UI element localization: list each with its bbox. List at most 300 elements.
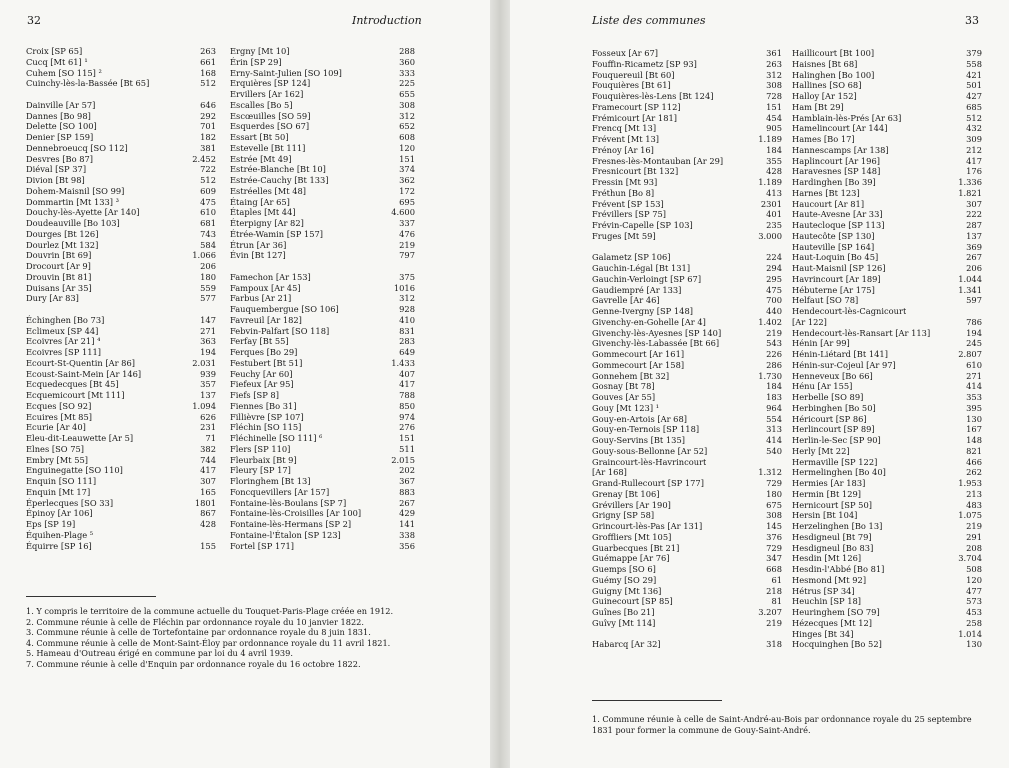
population-value: 652 bbox=[399, 121, 415, 132]
commune-name: Gauchin-Verloingt [SP 67] bbox=[592, 273, 702, 284]
commune-name: Frénoy [Ar 16] bbox=[592, 144, 654, 155]
commune-entry bbox=[230, 197, 415, 208]
population-value: 245 bbox=[966, 338, 982, 349]
population-value: 608 bbox=[399, 132, 415, 142]
commune-entry bbox=[26, 433, 216, 444]
commune-entry bbox=[26, 68, 216, 79]
population-value: 427 bbox=[966, 91, 982, 101]
commune-name: Enquin [SO 111] bbox=[26, 476, 97, 486]
commune-entry bbox=[230, 347, 415, 358]
commune-name: Frévin-Capelle [SP 103] bbox=[592, 220, 693, 230]
population-value: 722 bbox=[200, 164, 216, 175]
commune-entry bbox=[230, 369, 415, 380]
commune-name: Gavrelle [Ar 46] bbox=[592, 295, 660, 306]
population-value bbox=[778, 457, 782, 468]
commune-entry bbox=[26, 476, 216, 487]
commune-entry bbox=[792, 639, 982, 650]
commune-entry bbox=[592, 596, 782, 607]
population-value: 597 bbox=[966, 295, 982, 306]
population-value: 176 bbox=[966, 166, 982, 177]
population-value: 219 bbox=[766, 327, 782, 338]
commune-name: Drocourt [Ar 9] bbox=[26, 261, 91, 271]
commune-name: Delette [SO 100] bbox=[26, 121, 97, 132]
population-value: 313 bbox=[766, 424, 782, 435]
population-value: 905 bbox=[766, 123, 782, 134]
population-value: 147 bbox=[200, 314, 216, 325]
population-value: 2.015 bbox=[391, 454, 415, 465]
population-value bbox=[978, 306, 982, 317]
commune-name: Fiefeux [Ar 95] bbox=[230, 379, 294, 390]
commune-name: Febvin-Palfart [SO 118] bbox=[230, 325, 330, 336]
commune-name: Hénin-sur-Cojeul [Ar 97] bbox=[792, 359, 896, 370]
commune-entry bbox=[26, 336, 216, 347]
commune-name: Fleurbaix [Bt 9] bbox=[230, 454, 297, 465]
population-value: 307 bbox=[200, 476, 216, 486]
commune-name: Hesdin [Mt 126] bbox=[792, 553, 862, 564]
commune-entry bbox=[792, 338, 982, 349]
commune-name: Hénu [Ar 155] bbox=[792, 381, 853, 392]
population-value: 573 bbox=[966, 596, 982, 607]
commune-entry bbox=[592, 575, 782, 586]
population-value: 1.821 bbox=[958, 187, 982, 198]
population-value: 208 bbox=[966, 542, 982, 553]
commune-entry bbox=[230, 46, 415, 57]
population-value: 610 bbox=[966, 359, 982, 370]
commune-name: Floringhem [Bt 13] bbox=[230, 476, 311, 486]
commune-entry bbox=[230, 111, 415, 122]
population-value: 356 bbox=[399, 540, 415, 551]
population-value: 540 bbox=[766, 445, 782, 456]
commune-name: Hallines [SO 68] bbox=[792, 80, 862, 91]
commune-entry bbox=[230, 143, 415, 154]
commune-name: Guémappe [Ar 76] bbox=[592, 553, 670, 564]
population-value: 831 bbox=[399, 325, 415, 336]
population-value: 219 bbox=[766, 617, 782, 628]
commune-entry bbox=[26, 530, 216, 541]
commune-name: Gauchin-Légal [Bt 131] bbox=[592, 263, 691, 273]
commune-entry bbox=[26, 315, 216, 326]
commune-entry bbox=[26, 164, 216, 175]
commune-entry bbox=[592, 102, 782, 113]
population-value: 202 bbox=[399, 465, 415, 476]
commune-name: Henneveux [Bo 66] bbox=[792, 370, 873, 381]
commune-name: Graincourt-lès-Havrincourt bbox=[592, 456, 707, 467]
commune-entry bbox=[26, 498, 216, 509]
commune-name: Habarcq [Ar 32] bbox=[592, 639, 661, 650]
population-value: 182 bbox=[200, 132, 216, 142]
right-page bbox=[510, 0, 1009, 768]
commune-name: Haisnes [Bt 68] bbox=[792, 58, 858, 69]
commune-name: Herbelle [SO 89] bbox=[792, 392, 864, 402]
commune-entry bbox=[792, 403, 982, 414]
population-value: 337 bbox=[399, 218, 415, 228]
commune-entry bbox=[792, 371, 982, 382]
commune-name: Évin [Bt 127] bbox=[230, 250, 286, 261]
commune-entry bbox=[792, 328, 982, 339]
commune-name: Équirre [SP 16] bbox=[26, 540, 92, 551]
commune-name: Gouy [Mt 123] ¹ bbox=[592, 402, 660, 413]
population-value: 417 bbox=[966, 155, 982, 166]
population-value: 939 bbox=[200, 368, 216, 379]
population-value: 1.066 bbox=[192, 250, 216, 261]
population-value: 1.189 bbox=[758, 134, 782, 144]
commune-entry bbox=[792, 188, 982, 199]
population-value: 610 bbox=[200, 207, 216, 218]
commune-entry bbox=[592, 586, 782, 597]
commune-entry bbox=[592, 607, 782, 618]
commune-name: Grigny [SP 58] bbox=[592, 510, 655, 521]
population-value: 475 bbox=[766, 284, 782, 295]
population-value: 401 bbox=[766, 209, 782, 220]
commune-name: Étrun [Ar 36] bbox=[230, 239, 287, 250]
list-gap bbox=[592, 629, 782, 640]
commune-entry bbox=[592, 457, 782, 468]
commune-name: Heuringhem [SO 79] bbox=[792, 607, 880, 617]
population-value: 307 bbox=[966, 198, 982, 209]
commune-name: Hautecôte [SP 130] bbox=[792, 230, 875, 241]
population-value: 477 bbox=[966, 585, 982, 596]
population-value: 1.075 bbox=[958, 510, 982, 521]
commune-name: Hermaville [SP 122] bbox=[792, 456, 878, 467]
commune-name: Gosnay [Bt 78] bbox=[592, 381, 655, 392]
commune-name: Ferques [Bo 29] bbox=[230, 347, 298, 357]
population-value: 2301 bbox=[760, 198, 782, 209]
population-value: 295 bbox=[766, 273, 782, 284]
commune-name: Dourlez [Mt 132] bbox=[26, 239, 99, 250]
commune-entry bbox=[26, 154, 216, 165]
population-value: 218 bbox=[766, 585, 782, 596]
commune-name: Échinghen [Bo 73] bbox=[26, 314, 105, 325]
commune-entry bbox=[592, 145, 782, 156]
commune-entry bbox=[230, 207, 415, 218]
population-value: 180 bbox=[200, 271, 216, 282]
population-value: 61 bbox=[771, 574, 782, 585]
commune-name: Hauteville [SP 164] bbox=[792, 241, 875, 252]
commune-name: Enquin [Mt 17] bbox=[26, 486, 91, 497]
commune-entry bbox=[26, 272, 216, 283]
commune-name: Ecurie [Ar 40] bbox=[26, 422, 86, 433]
commune-entry bbox=[792, 59, 982, 70]
commune-name: Givenchy-en-Gohelle [Ar 4] bbox=[592, 316, 706, 327]
population-value: 235 bbox=[766, 220, 782, 230]
commune-entry bbox=[230, 422, 415, 433]
population-value: 369 bbox=[966, 241, 982, 252]
commune-name: Fouquières-lès-Lens [Bt 124] bbox=[592, 91, 714, 101]
commune-name: Dainville [Ar 57] bbox=[26, 99, 96, 110]
population-value: 1016 bbox=[393, 282, 415, 293]
commune-name: Ergny [Mt 10] bbox=[230, 46, 290, 56]
left-footnotes bbox=[26, 606, 416, 670]
commune-entry bbox=[592, 553, 782, 564]
commune-name: Hézecques [Mt 12] bbox=[792, 617, 873, 628]
commune-name: Enguinegatte [SO 110] bbox=[26, 465, 123, 476]
commune-entry bbox=[26, 347, 216, 358]
commune-name: Étaing [Ar 65] bbox=[230, 196, 290, 207]
commune-entry bbox=[792, 521, 982, 532]
commune-name: Drouvin [Bt 81] bbox=[26, 271, 92, 282]
commune-entry bbox=[592, 91, 782, 102]
commune-entry bbox=[592, 467, 782, 478]
population-value: 151 bbox=[399, 433, 415, 443]
commune-entry bbox=[592, 220, 782, 231]
commune-entry bbox=[792, 145, 982, 156]
commune-name: Haillicourt [Bt 100] bbox=[792, 48, 875, 58]
commune-name: Ecourt-St-Quentin [Ar 86] bbox=[26, 357, 135, 368]
population-value: 577 bbox=[200, 293, 216, 304]
population-value: 1.014 bbox=[958, 628, 982, 639]
commune-name: Hesdin-l'Abbé [Bo 81] bbox=[792, 564, 885, 574]
commune-entry bbox=[792, 317, 982, 328]
population-value: 374 bbox=[399, 164, 415, 175]
commune-name: Duisans [Ar 35] bbox=[26, 282, 92, 293]
commune-entry bbox=[26, 121, 216, 132]
commune-entry bbox=[230, 358, 415, 369]
commune-name: Cuhem [SO 115] ² bbox=[26, 67, 102, 78]
population-value: 797 bbox=[399, 250, 415, 261]
commune-entry bbox=[592, 188, 782, 199]
commune-entry bbox=[792, 489, 982, 500]
commune-entry bbox=[592, 500, 782, 511]
commune-entry bbox=[792, 424, 982, 435]
population-value: 661 bbox=[200, 56, 216, 67]
population-value: 151 bbox=[399, 153, 415, 164]
commune-name: Framecourt [SP 112] bbox=[592, 101, 681, 112]
population-value: 267 bbox=[399, 497, 415, 508]
commune-entry bbox=[230, 57, 415, 68]
population-value: 786 bbox=[966, 316, 982, 327]
commune-name: Hardinghen [Bo 39] bbox=[792, 177, 876, 187]
right-column-1 bbox=[592, 48, 782, 650]
footnote: 4. Commune réunie à celle de Mont-Saint-Éloy par ordonnance royale du 11 avril 1821. bbox=[26, 637, 391, 648]
commune-entry bbox=[792, 596, 982, 607]
commune-name: Cuinchy-lès-la-Bassée [Bt 65] bbox=[26, 78, 150, 89]
commune-entry bbox=[592, 478, 782, 489]
population-value: 130 bbox=[966, 639, 982, 650]
commune-name: Fontaine-lès-Hermans [SP 2] bbox=[230, 519, 352, 529]
commune-name: Fleury [SP 17] bbox=[230, 465, 291, 476]
commune-name: Hannescamps [Ar 138] bbox=[792, 144, 889, 155]
population-value: 225 bbox=[399, 78, 415, 89]
commune-name: Gouy-en-Ternois [SP 118] bbox=[592, 424, 700, 435]
commune-entry bbox=[26, 186, 216, 197]
commune-entry bbox=[592, 414, 782, 425]
commune-name: Fiefs [SP 8] bbox=[230, 390, 279, 400]
population-value: 308 bbox=[766, 510, 782, 521]
commune-name: Hermelinghen [Bo 40] bbox=[792, 467, 886, 478]
commune-entry bbox=[792, 177, 982, 188]
commune-entry bbox=[592, 306, 782, 317]
population-value: 367 bbox=[399, 476, 415, 486]
commune-name: Eleu-dit-Leauwette [Ar 5] bbox=[26, 433, 134, 443]
footnote: 5. Hameau d'Outreau érigé en commune par loi du 4 avril 1939. bbox=[26, 648, 293, 659]
population-value: 355 bbox=[766, 155, 782, 166]
commune-entry bbox=[592, 295, 782, 306]
population-value: 1.044 bbox=[958, 273, 982, 284]
population-value: 382 bbox=[200, 443, 216, 454]
population-value: 381 bbox=[200, 142, 216, 153]
commune-entry bbox=[592, 70, 782, 81]
right-column-2 bbox=[792, 48, 982, 650]
commune-entry bbox=[26, 508, 216, 519]
commune-name: Escœuilles [SO 59] bbox=[230, 110, 311, 121]
commune-name: Farbus [Ar 21] bbox=[230, 293, 292, 304]
commune-entry bbox=[230, 315, 415, 326]
commune-name: Hesmond [Mt 92] bbox=[792, 574, 867, 585]
population-value: 81 bbox=[771, 596, 782, 607]
commune-name: Halloy [Ar 152] bbox=[792, 91, 857, 101]
population-value: 584 bbox=[200, 239, 216, 250]
commune-entry bbox=[26, 218, 216, 229]
population-value: 675 bbox=[766, 499, 782, 510]
population-value: 554 bbox=[766, 413, 782, 424]
commune-name: Fontaine-l'Étalon [SP 123] bbox=[230, 529, 341, 540]
commune-entry bbox=[592, 59, 782, 70]
population-value: 309 bbox=[966, 134, 982, 144]
commune-name: Diéval [SP 37] bbox=[26, 164, 87, 175]
commune-entry bbox=[230, 412, 415, 423]
commune-name: Halinghen [Bo 100] bbox=[792, 69, 875, 80]
population-value: 928 bbox=[399, 304, 415, 314]
commune-entry bbox=[230, 293, 415, 304]
commune-entry bbox=[230, 186, 415, 197]
commune-name: Guîvy [Mt 114] bbox=[592, 617, 656, 628]
commune-entry bbox=[592, 489, 782, 500]
commune-entry bbox=[592, 199, 782, 210]
commune-name: Hénin-Liétard [Bt 141] bbox=[792, 349, 888, 359]
commune-entry bbox=[230, 530, 415, 541]
commune-entry bbox=[792, 48, 982, 59]
commune-entry bbox=[230, 433, 415, 444]
commune-name: Groffliers [Mt 105] bbox=[592, 531, 672, 542]
commune-name: Fruges [Mt 59] bbox=[592, 230, 656, 241]
left-running-head: Introduction bbox=[352, 14, 422, 27]
population-value: 357 bbox=[200, 379, 216, 390]
commune-entry bbox=[592, 263, 782, 274]
commune-name: Fillièvre [SP 107] bbox=[230, 411, 304, 422]
commune-entry bbox=[792, 586, 982, 597]
commune-entry bbox=[592, 510, 782, 521]
commune-entry bbox=[592, 123, 782, 134]
commune-entry bbox=[230, 498, 415, 509]
commune-name: Foncquevillers [Ar 157] bbox=[230, 486, 330, 497]
commune-name: Desvres [Bo 87] bbox=[26, 153, 94, 164]
commune-name: Doudeauville [Bo 103] bbox=[26, 218, 120, 228]
commune-entry bbox=[792, 607, 982, 618]
commune-entry bbox=[230, 455, 415, 466]
commune-name: Hébuterne [Ar 175] bbox=[792, 284, 875, 295]
commune-name: Cucq [Mt 61] ¹ bbox=[26, 56, 88, 67]
population-value: 375 bbox=[399, 271, 415, 282]
commune-name: Fontaine-lès-Croisilles [Ar 100] bbox=[230, 508, 362, 519]
population-value: 226 bbox=[766, 349, 782, 359]
population-value: 410 bbox=[399, 314, 415, 325]
commune-name: Embry [Mt 55] bbox=[26, 454, 89, 465]
commune-name: Givenchy-lès-Labassée [Bt 66] bbox=[592, 338, 720, 349]
population-value: 655 bbox=[399, 89, 415, 99]
commune-entry bbox=[592, 134, 782, 145]
population-value: 974 bbox=[399, 411, 415, 422]
population-value: 167 bbox=[966, 424, 982, 435]
commune-name: Famechon [Ar 153] bbox=[230, 271, 311, 282]
list-gap bbox=[230, 261, 415, 272]
commune-name: Guinecourt [SP 85] bbox=[592, 596, 673, 607]
population-value: 148 bbox=[966, 435, 982, 445]
population-value: 379 bbox=[966, 48, 982, 58]
population-value: 512 bbox=[966, 112, 982, 123]
commune-entry bbox=[792, 500, 982, 511]
commune-entry bbox=[592, 532, 782, 543]
population-value: 700 bbox=[766, 295, 782, 306]
population-value: 212 bbox=[966, 144, 982, 155]
commune-name: Frévent [SP 153] bbox=[592, 198, 664, 209]
commune-name: [Ar 122] bbox=[792, 316, 827, 327]
commune-entry bbox=[792, 446, 982, 457]
population-value: 263 bbox=[766, 58, 782, 69]
population-value: 729 bbox=[766, 542, 782, 553]
population-value: 151 bbox=[766, 101, 782, 112]
population-value: 224 bbox=[766, 252, 782, 263]
population-value: 729 bbox=[766, 478, 782, 488]
commune-entry bbox=[592, 564, 782, 575]
population-value: 476 bbox=[399, 228, 415, 239]
commune-entry bbox=[26, 519, 216, 530]
commune-name: Essart [Bt 50] bbox=[230, 132, 289, 142]
commune-entry bbox=[792, 467, 982, 478]
population-value: 172 bbox=[399, 185, 415, 196]
commune-entry bbox=[792, 156, 982, 167]
population-value: 1.402 bbox=[758, 316, 782, 327]
population-value: 258 bbox=[966, 617, 982, 628]
population-value bbox=[212, 530, 216, 541]
commune-name: Estrée-Cauchy [Bt 133] bbox=[230, 175, 329, 185]
population-value: 318 bbox=[766, 639, 782, 650]
commune-entry bbox=[26, 261, 216, 272]
commune-entry bbox=[792, 629, 982, 640]
commune-name: Dommartin [Mt 133] ³ bbox=[26, 196, 120, 207]
commune-entry bbox=[26, 455, 216, 466]
commune-entry bbox=[792, 381, 982, 392]
commune-name: Hocquinghen [Bo 52] bbox=[792, 639, 882, 650]
footnote-rule bbox=[592, 700, 722, 701]
commune-entry bbox=[792, 242, 982, 253]
population-value: 407 bbox=[399, 368, 415, 379]
population-value: 728 bbox=[766, 91, 782, 101]
commune-entry bbox=[230, 78, 415, 89]
commune-name: Douvrin [Bt 69] bbox=[26, 250, 92, 261]
population-value: 165 bbox=[200, 486, 216, 497]
commune-name: Fiennes [Bo 31] bbox=[230, 400, 297, 411]
commune-entry bbox=[230, 487, 415, 498]
commune-name: Eclimeux [SP 44] bbox=[26, 325, 99, 336]
population-value: 71 bbox=[205, 433, 216, 443]
population-value: 483 bbox=[966, 499, 982, 510]
commune-name: Douchy-lès-Ayette [Ar 140] bbox=[26, 207, 140, 218]
commune-entry bbox=[592, 618, 782, 629]
commune-entry bbox=[792, 564, 982, 575]
commune-name: Hernicourt [SP 50] bbox=[792, 499, 872, 510]
population-value: 395 bbox=[966, 402, 982, 413]
population-value: 454 bbox=[766, 112, 782, 123]
commune-entry bbox=[792, 478, 982, 489]
commune-entry bbox=[592, 371, 782, 382]
population-value: 2.031 bbox=[192, 357, 216, 368]
commune-name: Hendecourt-lès-Ransart [Ar 113] bbox=[792, 327, 931, 338]
commune-name: Ervillers [Ar 162] bbox=[230, 89, 304, 99]
commune-entry bbox=[792, 263, 982, 274]
commune-entry bbox=[26, 422, 216, 433]
population-value: 413 bbox=[766, 187, 782, 198]
commune-entry bbox=[792, 532, 982, 543]
